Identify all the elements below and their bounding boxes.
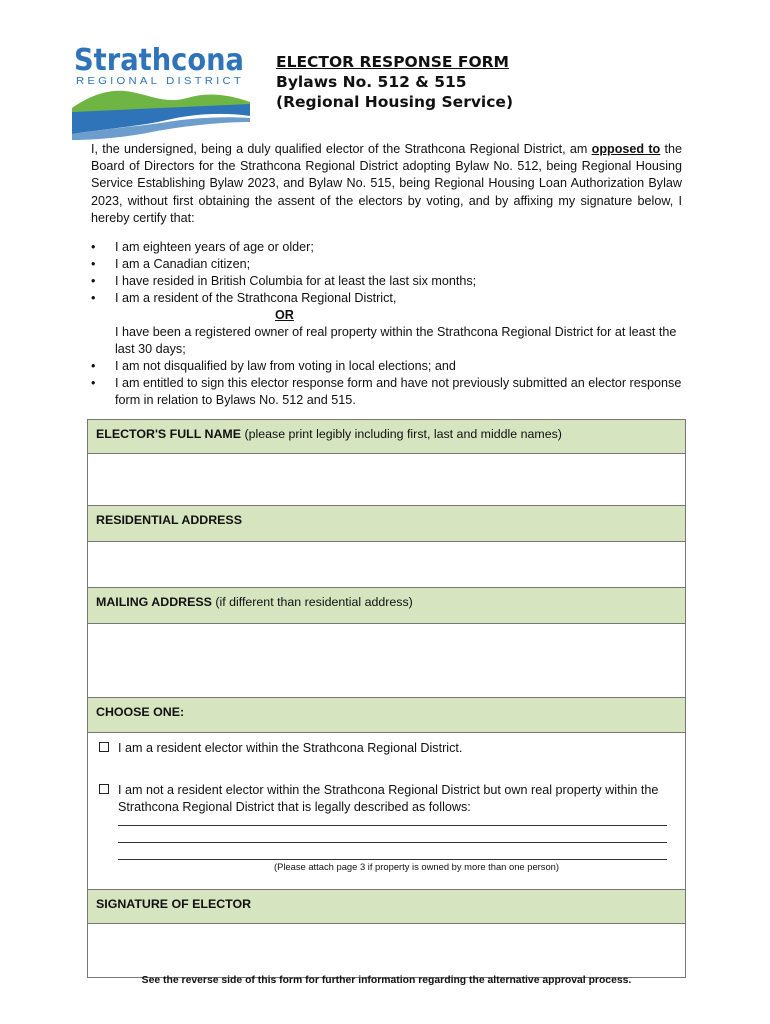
bullet-icon: •: [91, 359, 96, 373]
legal-description-line[interactable]: [118, 859, 667, 860]
list-item: [91, 375, 689, 409]
intro-emphasis: opposed to: [591, 142, 661, 156]
logo-wordmark: Strathcona: [74, 43, 244, 78]
bullet-icon: •: [91, 257, 96, 271]
bullet-icon: •: [91, 376, 96, 390]
list-item: [91, 239, 689, 256]
bullet-icon: •: [91, 274, 96, 288]
mailing-address-field[interactable]: [88, 624, 685, 698]
mailing-address-label: MAILING ADDRESS: [96, 595, 212, 609]
cert-entitled: I am entitled to sign this elector response form and have not previously submitted an elector response form in relation to Bylaws No. 512 and 515.: [115, 376, 682, 407]
strathcona-logo: [72, 42, 250, 140]
option-resident[interactable]: [88, 740, 688, 757]
bullet-icon: •: [91, 291, 96, 305]
option-resident-label: I am a resident elector within the Strathcona Regional District.: [118, 741, 463, 755]
cert-owner: I have been a registered owner of real property within the Strathcona Regional District for at least the last 30 days;: [115, 325, 677, 356]
elector-form-table: [87, 419, 686, 978]
form-header: [276, 52, 513, 112]
option-nonresident-label: I am not a resident elector within the Strathcona Regional District but own real property within the Strathcona Regional District that is legally described as follows:: [118, 783, 659, 814]
choose-one-options: [88, 733, 685, 890]
logo-subtitle: REGIONAL DISTRICT: [76, 75, 245, 87]
residential-address-label: RESIDENTIAL ADDRESS: [96, 513, 242, 527]
full-name-label: ELECTOR'S FULL NAME: [96, 427, 241, 441]
choose-one-label: CHOOSE ONE:: [96, 705, 185, 719]
certification-list: [91, 239, 689, 409]
cert-citizen: I am a Canadian citizen;: [115, 257, 251, 271]
residential-address-header: [88, 506, 685, 542]
cert-resident: I am a resident of the Strathcona Regional District,: [115, 291, 397, 305]
signature-field[interactable]: [88, 924, 685, 977]
intro-paragraph: [91, 141, 682, 227]
mailing-address-hint: (if different than residential address): [211, 595, 413, 609]
form-title: ELECTOR RESPONSE FORM: [276, 53, 509, 71]
form-service: (Regional Housing Service): [276, 93, 514, 111]
mailing-address-header: [88, 588, 685, 624]
full-name-hint: (please print legibly including first, last and middle names): [241, 427, 562, 441]
cert-bc-residency: I have resided in British Columbia for at least the last six months;: [115, 274, 477, 288]
cert-not-disqualified: I am not disqualified by law from voting in local elections; and: [115, 359, 456, 373]
attach-note: (Please attach page 3 if property is owned by more than one person): [273, 861, 560, 872]
footer-note: See the reverse side of this form for further information regarding the alternative approval process.: [141, 975, 632, 986]
legal-description-line[interactable]: [118, 825, 667, 826]
checkbox-icon[interactable]: [99, 742, 109, 752]
intro-text-start: I, the undersigned, being a duly qualified elector of the Strathcona Regional District, am: [91, 142, 592, 156]
checkbox-icon[interactable]: [99, 784, 109, 794]
cert-age: I am eighteen years of age or older;: [115, 240, 314, 254]
list-item: [91, 256, 689, 273]
cert-or: OR: [275, 308, 294, 322]
residential-address-field[interactable]: [88, 542, 685, 588]
full-name-field[interactable]: [88, 454, 685, 506]
legal-description-line[interactable]: [118, 842, 667, 843]
choose-one-header: [88, 698, 685, 733]
list-item: [91, 290, 689, 358]
bullet-icon: •: [91, 240, 96, 254]
list-item: [91, 273, 689, 290]
option-nonresident[interactable]: [88, 782, 688, 816]
form-bylaws: Bylaws No. 512 & 515: [276, 73, 467, 91]
signature-label: SIGNATURE OF ELECTOR: [96, 897, 252, 911]
intro-text-end: the Board of Directors for the Strathcona Regional District adopting Bylaw No. 512, being Regional Housing Service Establishing Bylaw 2023, and Bylaw No. 515, being Regional Housing Loan Authorization Bylaw 2023, without first obtaining the assent of the electors by voting, and by affixing my signature below, I hereby certify that:: [91, 142, 683, 225]
list-item: [91, 358, 689, 375]
full-name-header: [88, 420, 685, 454]
signature-header: [88, 890, 685, 924]
